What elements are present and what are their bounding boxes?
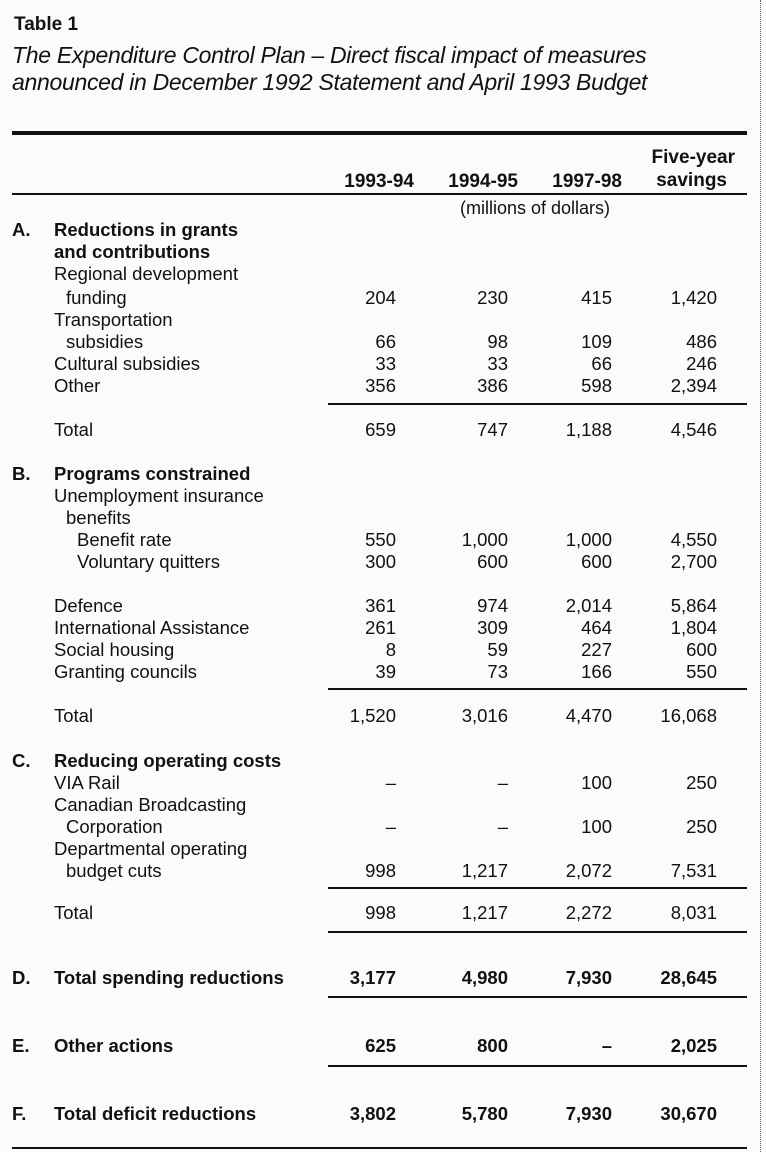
cell-v2: 98 [487, 331, 508, 352]
row-label: Reductions in grants [54, 219, 238, 240]
cell-v4: 550 [686, 661, 717, 682]
row-label: International Assistance [54, 617, 250, 638]
subtotal-rule-a [328, 403, 747, 405]
cell-v2: – [497, 772, 508, 793]
table-row [0, 1034, 766, 1058]
cell-v1: 66 [375, 331, 396, 352]
cell-v2: 974 [477, 595, 508, 616]
row-label: Other actions [54, 1035, 174, 1056]
cell-v4: 30,670 [660, 1103, 717, 1124]
cell-v2: 59 [487, 639, 508, 660]
cell-v4: 2,394 [670, 375, 717, 396]
cell-v2: 747 [477, 419, 508, 440]
row-label: Total spending reductions [54, 967, 284, 988]
column-header-1994-95: 1994-95 [448, 171, 518, 192]
table-row [0, 815, 766, 839]
subtotal-rule-c [328, 887, 747, 889]
cell-v4: 2,700 [670, 551, 717, 572]
cell-v2: 1,217 [461, 902, 508, 923]
cell-v1: 8 [385, 639, 396, 660]
table-row [0, 308, 766, 332]
table-row [0, 793, 766, 817]
cell-v4: 4,546 [670, 419, 717, 440]
table-label: Table 1 [14, 14, 79, 35]
table-row [0, 352, 766, 376]
table-row [0, 330, 766, 354]
cell-v3: 464 [581, 617, 612, 638]
table-row [0, 594, 766, 618]
cell-v1: 361 [365, 595, 396, 616]
bottom-rule [12, 1147, 747, 1149]
total-rule-c [328, 931, 747, 933]
cell-v1: 300 [365, 551, 396, 572]
cell-v3: 415 [581, 287, 612, 308]
table-row [0, 218, 766, 242]
cell-v3: 100 [581, 772, 612, 793]
cell-v1: 3,802 [349, 1103, 396, 1124]
section-letter: D. [12, 967, 31, 988]
cell-v4: 28,645 [660, 967, 717, 988]
row-label: Total deficit reductions [54, 1103, 257, 1124]
total-rule-d [328, 996, 747, 998]
cell-v3: 1,000 [565, 529, 612, 550]
cell-v4: 250 [686, 816, 717, 837]
cell-v3: 1,188 [565, 419, 612, 440]
row-label: Total [54, 902, 94, 923]
cell-v1: 3,177 [349, 967, 396, 988]
row-label: Voluntary quitters [77, 551, 220, 572]
cell-v4: 5,864 [670, 595, 717, 616]
cell-v3: 2,072 [565, 860, 612, 881]
cell-v4: 2,025 [670, 1035, 717, 1056]
subtotal-rule-b [328, 688, 747, 690]
row-label: Regional development [54, 263, 239, 284]
column-header-five-year-line1: Five-year [651, 147, 735, 168]
cell-v3: 2,272 [565, 902, 612, 923]
table-row [0, 506, 766, 530]
cell-v4: 7,531 [670, 860, 717, 881]
table-row [0, 749, 766, 773]
table-row [0, 550, 766, 574]
cell-v4: 8,031 [670, 902, 717, 923]
units-label: (millions of dollars) [460, 198, 611, 218]
row-label: subsidies [66, 331, 144, 352]
cell-v3: 600 [581, 551, 612, 572]
page-edge-dotted-line [760, 0, 761, 1152]
section-letter: C. [12, 750, 31, 771]
cell-v2: 800 [477, 1035, 508, 1056]
table-row [0, 616, 766, 640]
cell-v3: 598 [581, 375, 612, 396]
row-label: Cultural subsidies [54, 353, 201, 374]
cell-v3: – [601, 1035, 612, 1056]
cell-v2: 1,000 [461, 529, 508, 550]
section-letter: B. [12, 463, 31, 484]
cell-v3: 66 [591, 353, 612, 374]
cell-v1: 550 [365, 529, 396, 550]
row-label: Corporation [66, 816, 163, 837]
header-rule [12, 193, 747, 195]
cell-v1: 998 [365, 860, 396, 881]
cell-v4: 4,550 [670, 529, 717, 550]
cell-v4: 1,420 [670, 287, 717, 308]
cell-v2: 600 [477, 551, 508, 572]
table-row [0, 859, 766, 883]
cell-v1: 204 [365, 287, 396, 308]
cell-v3: 166 [581, 661, 612, 682]
row-label: Canadian Broadcasting [54, 794, 247, 815]
cell-v4: 1,804 [670, 617, 717, 638]
column-header-five-year-line2: savings [656, 170, 727, 191]
cell-v3: 2,014 [565, 595, 612, 616]
column-header-1997-98: 1997-98 [552, 171, 622, 192]
row-label: Other [54, 375, 101, 396]
row-label: funding [66, 287, 127, 308]
cell-v4: 16,068 [660, 705, 717, 726]
table-row [0, 484, 766, 508]
row-label: Departmental operating [54, 838, 248, 859]
cell-v1: 356 [365, 375, 396, 396]
cell-v1: 33 [375, 353, 396, 374]
table-row [0, 1102, 766, 1126]
section-letter: E. [12, 1035, 30, 1056]
cell-v2: 1,217 [461, 860, 508, 881]
table-row [0, 374, 766, 398]
cell-v1: 261 [365, 617, 396, 638]
row-label: Programs constrained [54, 463, 251, 484]
table-row [0, 418, 766, 442]
cell-v1: – [385, 772, 396, 793]
cell-v3: 7,930 [565, 967, 612, 988]
cell-v4: 486 [686, 331, 717, 352]
table-row [0, 262, 766, 286]
cell-v2: 33 [487, 353, 508, 374]
row-label: Granting councils [54, 661, 197, 682]
cell-v2: 73 [487, 661, 508, 682]
row-label: Unemployment insurance [54, 485, 264, 506]
cell-v3: 4,470 [565, 705, 612, 726]
table-row [0, 462, 766, 486]
cell-v3: 109 [581, 331, 612, 352]
row-label: benefits [66, 507, 131, 528]
cell-v1: 39 [375, 661, 396, 682]
cell-v1: – [385, 816, 396, 837]
row-label: VIA Rail [54, 772, 120, 793]
table-row [0, 966, 766, 990]
section-letter: F. [12, 1103, 27, 1124]
row-label: Benefit rate [77, 529, 172, 550]
row-label: Defence [54, 595, 123, 616]
section-letter: A. [12, 219, 31, 240]
row-label: Total [54, 419, 94, 440]
column-header-1993-94: 1993-94 [344, 171, 414, 192]
row-label: and contributions [54, 241, 211, 262]
cell-v1: 659 [365, 419, 396, 440]
row-label: Transportation [54, 309, 173, 330]
cell-v2: 3,016 [461, 705, 508, 726]
table-row [0, 704, 766, 728]
row-label: budget cuts [66, 860, 162, 881]
cell-v2: 5,780 [461, 1103, 508, 1124]
table-row [0, 901, 766, 925]
cell-v3: 100 [581, 816, 612, 837]
top-rule [12, 131, 747, 135]
cell-v3: 7,930 [565, 1103, 612, 1124]
table-title: The Expenditure Control Plan – Direct fiscal impact of measures announced in December 1992 Statement and April 1993 Budget [12, 42, 648, 95]
cell-v4: 250 [686, 772, 717, 793]
table-row [0, 771, 766, 795]
cell-v1: 1,520 [349, 705, 396, 726]
cell-v4: 246 [686, 353, 717, 374]
table-row [0, 837, 766, 861]
cell-v4: 600 [686, 639, 717, 660]
row-label: Reducing operating costs [54, 750, 282, 771]
table-row [0, 240, 766, 264]
cell-v1: 625 [365, 1035, 396, 1056]
table-row [0, 286, 766, 310]
table-row [0, 638, 766, 662]
table-row [0, 528, 766, 552]
table-row [0, 660, 766, 684]
cell-v2: 309 [477, 617, 508, 638]
row-label: Total [54, 705, 94, 726]
cell-v2: 230 [477, 287, 508, 308]
cell-v2: 386 [477, 375, 508, 396]
cell-v2: – [497, 816, 508, 837]
row-label: Social housing [54, 639, 175, 660]
cell-v1: 998 [365, 902, 396, 923]
cell-v2: 4,980 [461, 967, 508, 988]
total-rule-e [328, 1065, 747, 1067]
cell-v3: 227 [581, 639, 612, 660]
